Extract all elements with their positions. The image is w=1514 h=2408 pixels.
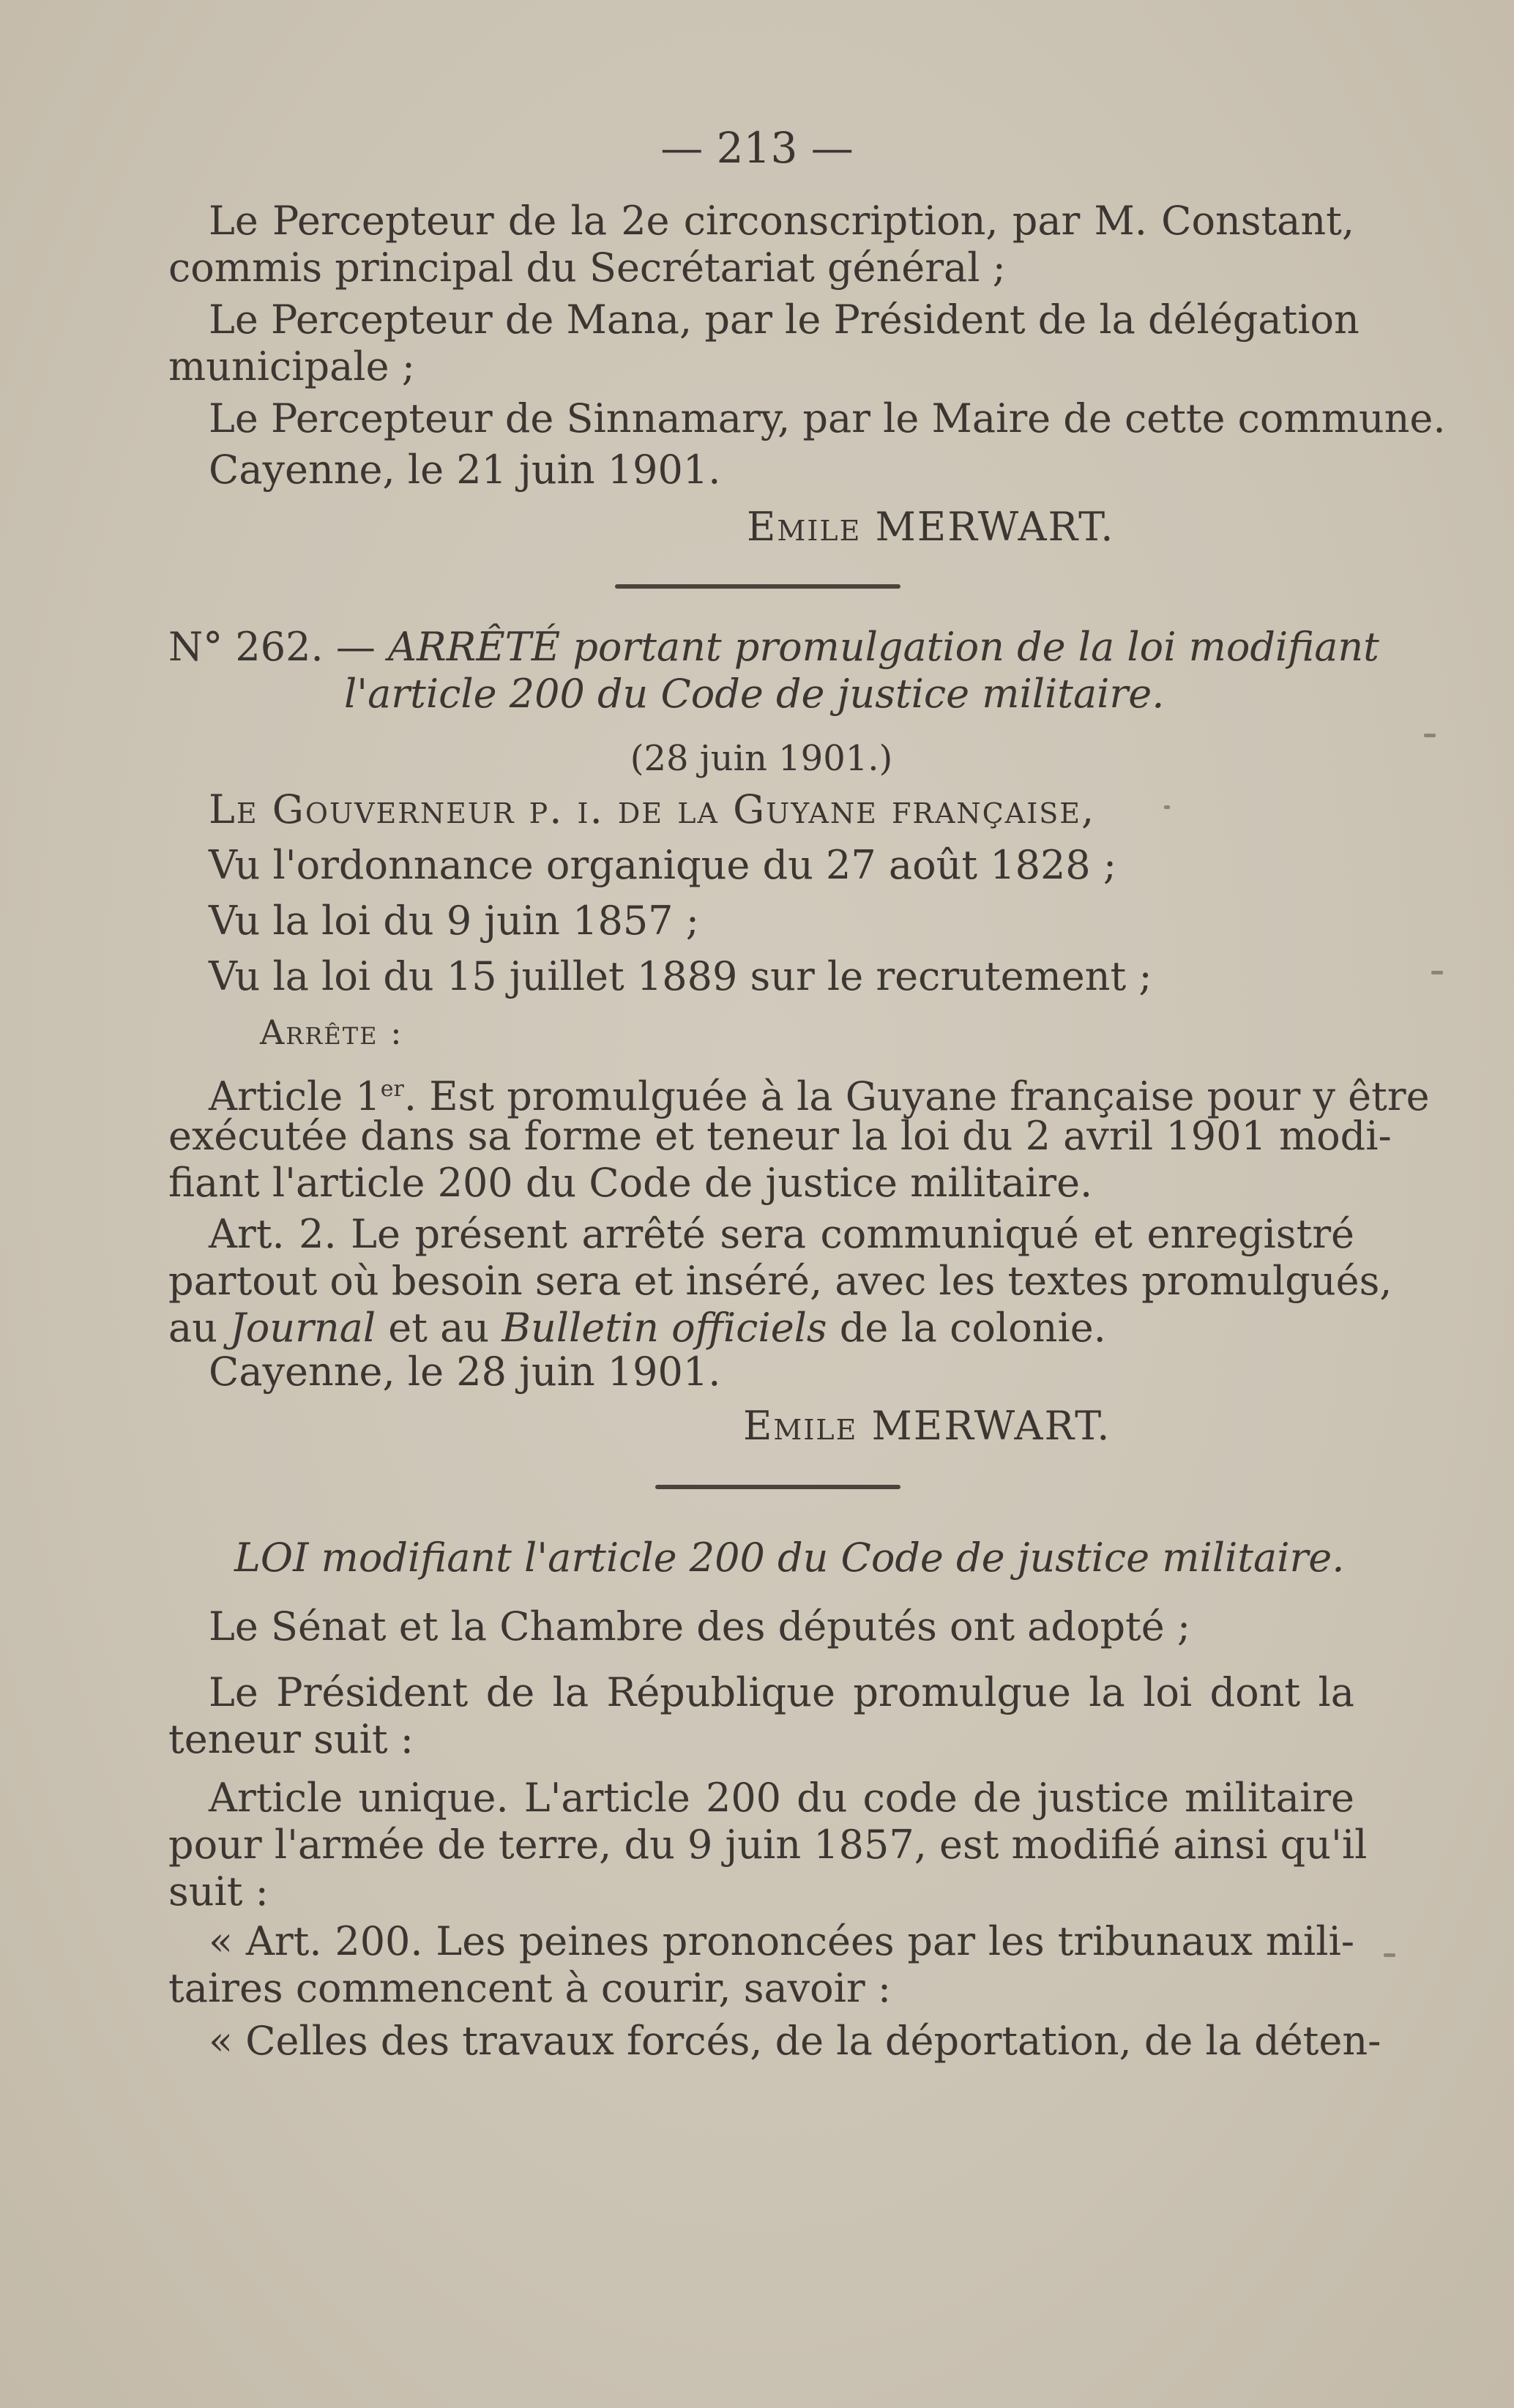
scan-speck <box>1164 805 1170 809</box>
preamble-line: Vu l'ordonnance organique du 27 août 1828 ; <box>209 842 1117 888</box>
scan-speck <box>1384 1953 1395 1957</box>
text-line: Le Percepteur de Sinnamary, par le Maire de cette commune. <box>209 395 1446 441</box>
law-line: teneur suit : <box>168 1716 414 1762</box>
decree-number: N° 262. — <box>168 624 376 670</box>
decree-date: (28 juin 1901.) <box>630 738 893 779</box>
article-line: fiant l'article 200 du Code de justice militaire. <box>168 1160 1093 1206</box>
article-line: au Journal et au Bulletin officiels de la colonie. <box>168 1305 1106 1351</box>
law-line: Article unique. L'article 200 du code de justice militaire <box>209 1775 1354 1821</box>
article-line: exécutée dans sa forme et teneur la loi du 2 avril 1901 modi- <box>168 1113 1392 1159</box>
separator-rule <box>615 584 900 589</box>
law-line: pour l'armée de terre, du 9 juin 1857, est modifié ainsi qu'il <box>168 1822 1368 1868</box>
text-line: municipale ; <box>168 343 415 389</box>
law-line: Le Sénat et la Chambre des députés ont adopté ; <box>209 1603 1191 1650</box>
text-line: Le Percepteur de la 2e circonscription, par M. Constant, <box>209 198 1354 244</box>
signature: Emile MERWART. <box>747 504 1115 550</box>
article-line: Art. 2. Le présent arrêté sera communiqué et enregistré <box>209 1211 1354 1257</box>
law-line: Le Président de la République promulgue la loi dont la <box>209 1669 1354 1715</box>
preamble-line: Le Gouverneur p. i. de la Guyane française, <box>209 786 1096 832</box>
scan-speck <box>1424 734 1436 737</box>
preamble-line: Vu la loi du 15 juillet 1889 sur le recrutement ; <box>209 953 1152 999</box>
law-line: taires commencent à courir, savoir : <box>168 1965 892 2011</box>
arrete-label: Arrête : <box>260 1013 403 1052</box>
law-line: « Art. 200. Les peines prononcées par les tribunaux mili- <box>209 1918 1354 1964</box>
text-line: Le Percepteur de Mana, par le Président de la délégation <box>209 297 1360 343</box>
law-line: suit : <box>168 1868 269 1915</box>
closing-line: Cayenne, le 28 juin 1901. <box>209 1349 721 1395</box>
decree-title-line: l'article 200 du Code de justice militaire. <box>344 671 1165 717</box>
decree-heading <box>168 624 1379 671</box>
text-line: Cayenne, le 21 juin 1901. <box>209 447 721 493</box>
law-title: LOI modifiant l'article 200 du Code de justice militaire. <box>234 1535 1345 1581</box>
decree-title: ARRÊTÉ portant promulgation de la loi modifiant <box>388 624 1379 670</box>
separator-rule <box>655 1485 900 1489</box>
law-line: « Celles des travaux forcés, de la déportation, de la déten- <box>209 2018 1381 2064</box>
text-line: commis principal du Secrétariat général ; <box>168 245 1006 291</box>
article-line: partout où besoin sera et inséré, avec les textes promulgués, <box>168 1258 1392 1304</box>
page-number: — 213 — <box>660 123 854 173</box>
preamble-line: Vu la loi du 9 juin 1857 ; <box>209 898 699 944</box>
signature: Emile MERWART. <box>743 1403 1111 1449</box>
article-line: Article 1er. Est promulguée à la Guyane française pour y être <box>209 1073 1430 1119</box>
scan-speck <box>1431 971 1443 974</box>
